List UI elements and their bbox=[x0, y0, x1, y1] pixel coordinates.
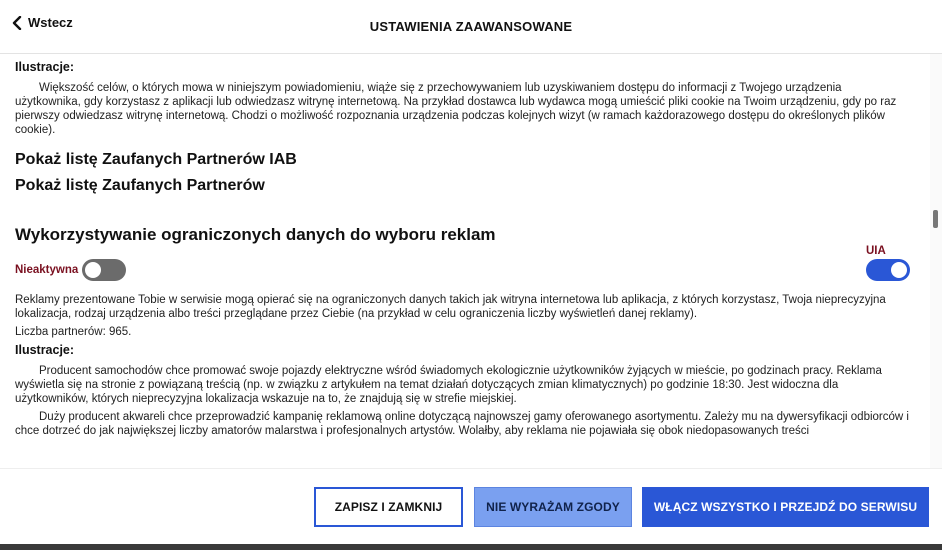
iab-partners-link[interactable]: Pokaż listę Zaufanych Partnerów IAB bbox=[15, 151, 297, 168]
page-title: USTAWIENIA ZAAWANSOWANE bbox=[369, 19, 573, 34]
settings-scroll-area[interactable] bbox=[0, 54, 930, 468]
scrollbar[interactable] bbox=[930, 54, 942, 468]
consent-toggle[interactable] bbox=[82, 259, 126, 281]
illustration-paragraph: Większość celów, o których mowa w niniejszym powiadomieniu, wiąże się z przechowywaniem lub uzyskiwaniem dostępu do informacji z Twojego urządzenia użytkownika, gdy korzystasz z aplikacji lub odwiedzasz witrynę internetową. Na przykład dostawca lub wydawca mogą umieścić pliki cookie na Twoim urządzeniu, gdy po raz pierwszy odwiedzasz witrynę internetową. Chodzi o możliwość rozpoznania urządzenia podczas kolejnych wizyt (w ramach każdorazowego dostępu do określonych plików cookie). bbox=[15, 82, 897, 136]
partners-link[interactable]: Pokaż listę Zaufanych Partnerów bbox=[15, 177, 265, 194]
illustrations-heading: Ilustracje: bbox=[15, 60, 75, 74]
illustration-example-1: Producent samochodów chce promować swoje pojazdy elektryczne wśród świadomych ekologicznie użytkowników żyjących w mieście, po godzinach pracy. Reklama wyświetla się na stronie z powiązaną treścią (np. w związku z artykułem na temat działań dotyczących zmian klimatycznych) po godzinie 18:30. Jest widoczna dla użytkowników, których nieprecyzyjna lokalizacja wskazuje na to, że znajdują się w strefie miejskiej. bbox=[15, 365, 882, 405]
consent-toggle-label: Nieaktywna bbox=[15, 264, 79, 276]
partners-count: Liczba partnerów: 965. bbox=[15, 326, 132, 338]
footer-actions bbox=[0, 468, 942, 544]
illustration-example-2: Duży producent akwareli chce przeprowadzić kampanię reklamową online dotyczącą najnowszej gamy oferowanego asortymentu. Zależy mu na dywersyfikacji odbiorców i chce dotrzeć do jak największej liczby amatorów malarstwa i profesjonalnych artystów. Wolałby, aby reklama nie pojawiała się obok niedopasowanych treści bbox=[15, 411, 909, 437]
toggle-knob bbox=[85, 262, 101, 278]
purpose-description: Reklamy prezentowane Tobie w serwisie mogą opierać się na ograniczonych danych takich jak witryna internetowa lub aplikacja, z których korzystasz, Twoja nieprecyzyjna lokalizacja, rodzaj urządzenia albo treści przeglądane przez Ciebie (na przykład w celu ograniczenia liczby wyświetleń danej reklamy). bbox=[15, 294, 886, 320]
accept-all-button[interactable]: WŁĄCZ WSZYSTKO I PRZEJDŹ DO SERWISU bbox=[642, 487, 929, 527]
legit-interest-toggle[interactable] bbox=[866, 259, 910, 281]
purpose-toggles bbox=[15, 245, 910, 293]
legit-interest-label: UIA bbox=[866, 245, 886, 257]
consent-toggle-group bbox=[15, 259, 126, 281]
header-bar bbox=[0, 0, 942, 54]
back-label: Wstecz bbox=[28, 15, 73, 30]
purpose-title: Wykorzystywanie ograniczonych danych do wyboru reklam bbox=[15, 225, 496, 244]
bottom-strip bbox=[0, 544, 942, 550]
legit-interest-toggle-group bbox=[866, 245, 910, 281]
reject-button[interactable]: NIE WYRAŻAM ZGODY bbox=[474, 487, 632, 527]
illustrations-heading-2: Ilustracje: bbox=[15, 343, 75, 357]
scrollbar-thumb[interactable] bbox=[933, 210, 938, 228]
save-and-close-button[interactable]: ZAPISZ I ZAMKNIJ bbox=[314, 487, 463, 527]
toggle-knob bbox=[891, 262, 907, 278]
